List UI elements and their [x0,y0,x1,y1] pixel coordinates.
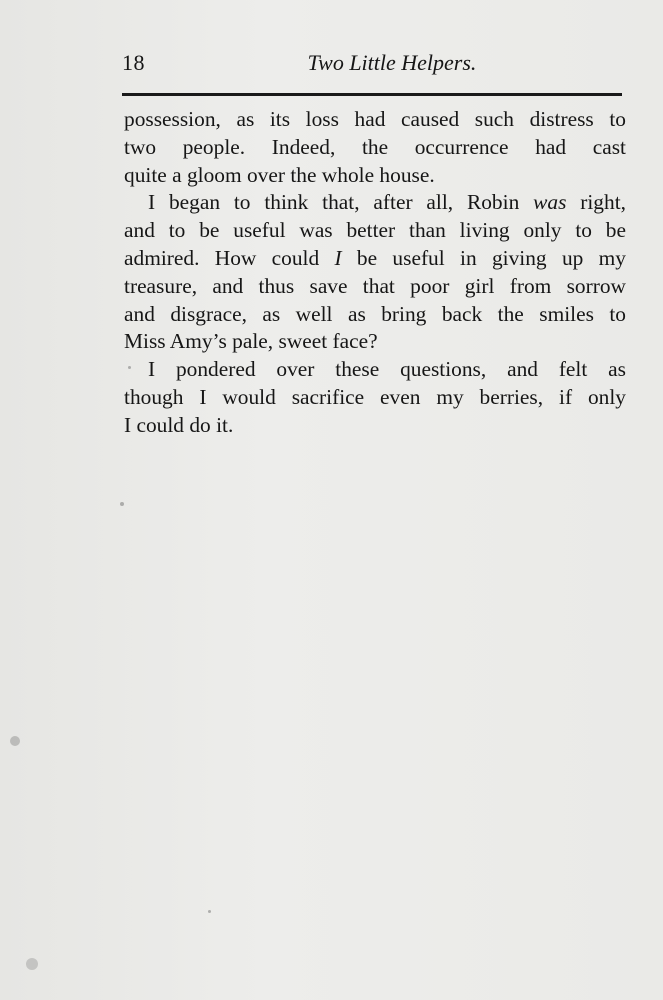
text-line [124,189,626,217]
paragraph [124,189,626,356]
scan-speck [120,502,124,506]
text-run: be useful in giving up my [341,245,626,270]
text-line: and disgrace, as well as bring back the smiles to [124,301,626,326]
header-rule [122,93,622,96]
text-run: admired. How could [124,245,335,270]
paragraph [124,356,626,439]
text-line: though I would sacrifice even my berries, if only [124,384,626,409]
text-run: right, [566,190,626,215]
running-header [122,48,622,88]
text-line: two people. Indeed, the occurrence had cast [124,134,626,159]
text-line: treasure, and thus save that poor girl from sorrow [124,273,626,298]
text-line: Miss Amy’s pale, sweet face? [124,329,378,354]
italic-emphasis: I [334,245,342,270]
scan-speck [10,736,20,746]
text-line: and to be useful was better than living only to be [124,218,626,243]
running-title: Two Little Helpers. [307,50,477,75]
italic-emphasis: was [533,190,567,215]
text-line: possession, as its loss had caused such distress to [124,107,626,131]
page-number: 18 [122,50,145,75]
text-line: I could do it. [124,412,234,437]
body-text [124,106,626,440]
text-line: I pondered over these questions, and felt as [148,357,626,382]
text-run: I began to think that, after all, Robin [148,190,534,215]
paragraph [124,106,626,189]
text-line: quite a gloom over the whole house. [124,162,435,187]
scan-speck [26,958,38,970]
scan-speck [208,910,211,913]
text-line [124,245,626,273]
